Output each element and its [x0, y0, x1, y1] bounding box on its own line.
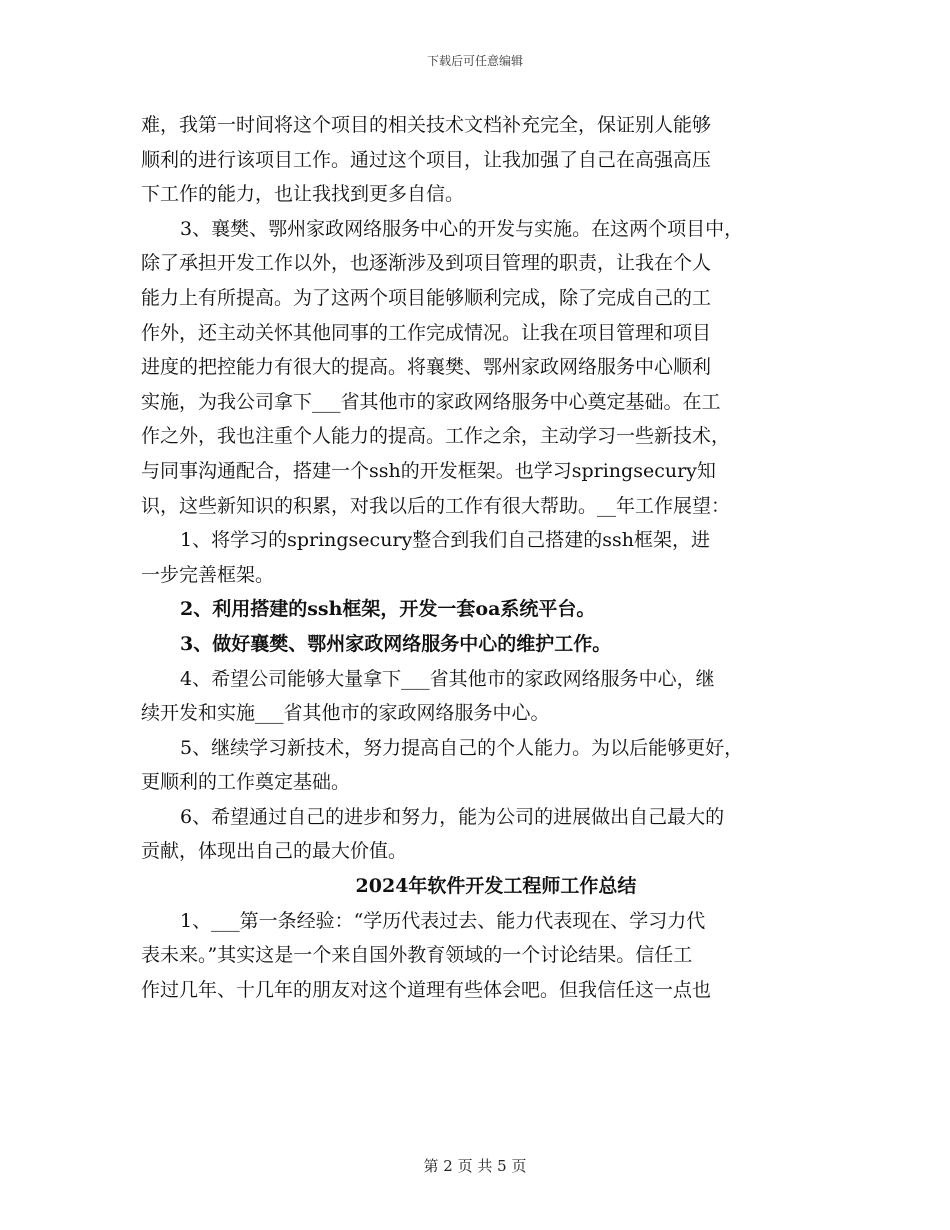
body-line: 6、希望通过自己的进步和努力，能为公司的进展做出自己最大的	[180, 805, 725, 828]
body-line: 进度的把控能力有很大的提高。将襄樊、鄂州家政网络服务中心顺利	[141, 356, 712, 379]
document-body	[141, 108, 811, 1007]
body-line: 实施，为我公司拿下___省其他市的家政网络服务中心奠定基础。在工	[141, 390, 721, 413]
body-line: 表未来。”其实这是一个来自国外教育领域的一个讨论结果。信任工	[141, 944, 693, 967]
body-line: 续开发和实施___省其他市的家政网络服务中心。	[141, 702, 550, 725]
section-title: 2024年软件开发工程师工作总结	[355, 875, 637, 898]
body-line: 与同事沟通配合，搭建一个ssh的开发框架。也学习springsecury知	[141, 459, 716, 482]
body-line: 贡献，体现出自己的最大价值。	[141, 840, 408, 863]
body-line-bold: 2、利用搭建的ssh框架，开发一套oa系统平台。	[180, 598, 596, 621]
body-line: 除了承担开发工作以外，也逐渐涉及到项目管理的职责，让我在个人	[141, 252, 712, 275]
body-line: 识，这些新知识的积累，对我以后的工作有很大帮助。__年工作展望：	[141, 494, 731, 517]
page-header: 下载后可任意编辑	[426, 54, 523, 68]
body-line: 3、襄樊、鄂州家政网络服务中心的开发与实施。在这两个项目中，	[180, 217, 744, 240]
body-line: 作过几年、十几年的朋友对这个道理有些体会吧。但我信任这一点也	[141, 978, 712, 1001]
body-line: 难，我第一时间将这个项目的相关技术文档补充完全，保证别人能够	[141, 114, 712, 136]
body-line: 5、继续学习新技术，努力提高自己的个人能力。为以后能够更好，	[180, 736, 744, 759]
body-line: 作外，还主动关怀其他同事的工作完成情况。让我在项目管理和项目	[141, 321, 712, 344]
body-line-bold: 3、做好襄樊、鄂州家政网络服务中心的维护工作。	[180, 632, 612, 655]
body-line: 1、___第一条经验：“学历代表过去、能力代表现在、学习力代	[180, 909, 706, 932]
body-line: 4、希望公司能够大量拿下___省其他市的家政网络服务中心，继	[180, 667, 715, 690]
body-line: 更顺利的工作奠定基础。	[141, 771, 351, 794]
body-line: 顺利的进行该项目工作。通过这个项目，让我加强了自己在高强高压	[141, 148, 712, 171]
body-line: 1、将学习的springsecury整合到我们自己搭建的ssh框架，进	[180, 529, 710, 552]
body-line: 一步完善框架。	[141, 563, 275, 586]
body-line: 下工作的能力，也让我找到更多自信。	[141, 183, 465, 206]
body-line: 能力上有所提高。为了这两个项目能够顺利完成，除了完成自己的工	[141, 286, 712, 309]
body-line: 作之外，我也注重个人能力的提高。工作之余，主动学习一些新技术，	[141, 425, 731, 448]
page-footer: 第 2 页 共 5 页	[423, 1157, 527, 1175]
